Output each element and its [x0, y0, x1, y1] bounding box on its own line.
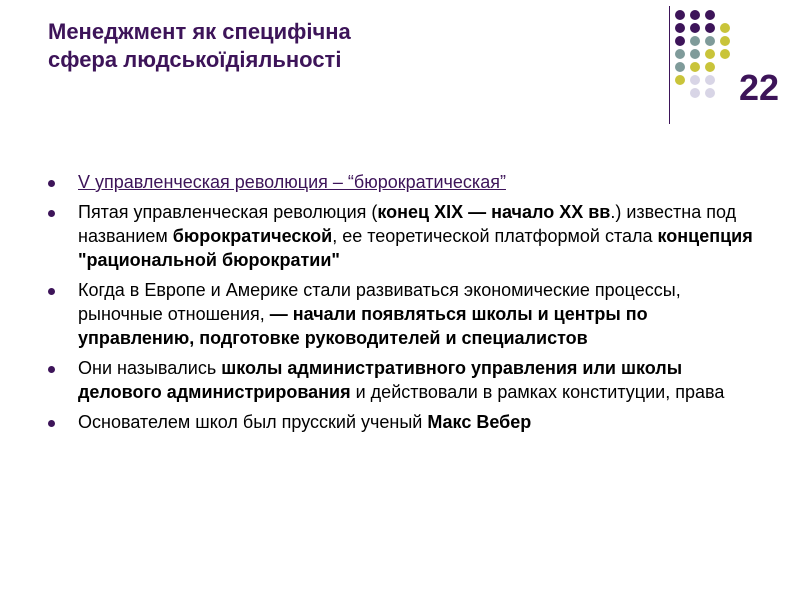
bold-text-run: конец XIX — начало XX вв [377, 202, 611, 222]
bold-text-run: бюрократической [172, 226, 333, 246]
decorative-dot [675, 62, 685, 72]
text-run: Когда в Европе и Америке стали развиваться экономические процессы, рыночные отношения, [78, 280, 681, 324]
decorative-dot [705, 62, 715, 72]
text-run: .) известна под названием [78, 202, 737, 246]
decorative-dot [720, 23, 730, 33]
bold-text-run: концепция "рациональной бюрократии" [78, 226, 753, 270]
bullet-item [48, 200, 768, 272]
bullet-item [48, 410, 768, 434]
bullet-text [78, 412, 531, 432]
bullet-item [48, 356, 768, 404]
decorative-dot [720, 36, 730, 46]
decorative-dot [675, 10, 685, 20]
decorative-dot [705, 23, 715, 33]
slide-title-line-2: сфера людськоїдіяльності [48, 47, 342, 72]
decorative-dot [705, 75, 715, 85]
slide-number: 22 [738, 67, 780, 108]
bullet-text [78, 172, 506, 192]
decorative-dot [705, 36, 715, 46]
decorative-dot [690, 75, 700, 85]
bullet-dot [48, 210, 55, 217]
bold-text-run: школы административного управления или школы делового администрирования [78, 358, 683, 402]
bullet-text [78, 202, 753, 270]
slide-title-line-1: Менеджмент як специфічна [48, 19, 351, 44]
decorative-dot [705, 10, 715, 20]
slide-title [48, 18, 608, 74]
text-run: Пятая управленческая революция ( [78, 202, 378, 222]
text-run: и действовали в рамках конституции, права [350, 382, 725, 402]
decorative-dot [690, 10, 700, 20]
decorative-dot [690, 36, 700, 46]
bullet-dot [48, 180, 55, 187]
bullet-text [78, 280, 681, 348]
decorative-dot [690, 88, 700, 98]
decorative-dot [705, 88, 715, 98]
bullet-dot [48, 420, 55, 427]
text-run: , ее теоретической платформой стала [332, 226, 658, 246]
decorative-dot [720, 49, 730, 59]
bullet-list [48, 170, 768, 440]
bullet-item [48, 170, 768, 194]
decorative-dot [690, 23, 700, 33]
text-run: Они назывались [78, 358, 222, 378]
bullet-item [48, 278, 768, 350]
bullet-text [78, 358, 724, 402]
decorative-dot [675, 23, 685, 33]
bold-text-run: — начали появляться школы и центры по управлению, подготовке руководителей и специалистов [78, 304, 648, 348]
decorative-dot [705, 49, 715, 59]
decorative-vertical-line [669, 6, 670, 124]
text-run: V управленческая революция – “бюрократическая” [78, 172, 506, 192]
decorative-dot [690, 49, 700, 59]
decorative-dot [690, 62, 700, 72]
bullet-dot [48, 366, 55, 373]
decorative-dot [675, 36, 685, 46]
text-run: Основателем школ был прусский ученый [78, 412, 428, 432]
bullet-dot [48, 288, 55, 295]
bold-text-run: Макс Вебер [427, 412, 532, 432]
decorative-dot [675, 49, 685, 59]
decorative-dot [675, 75, 685, 85]
